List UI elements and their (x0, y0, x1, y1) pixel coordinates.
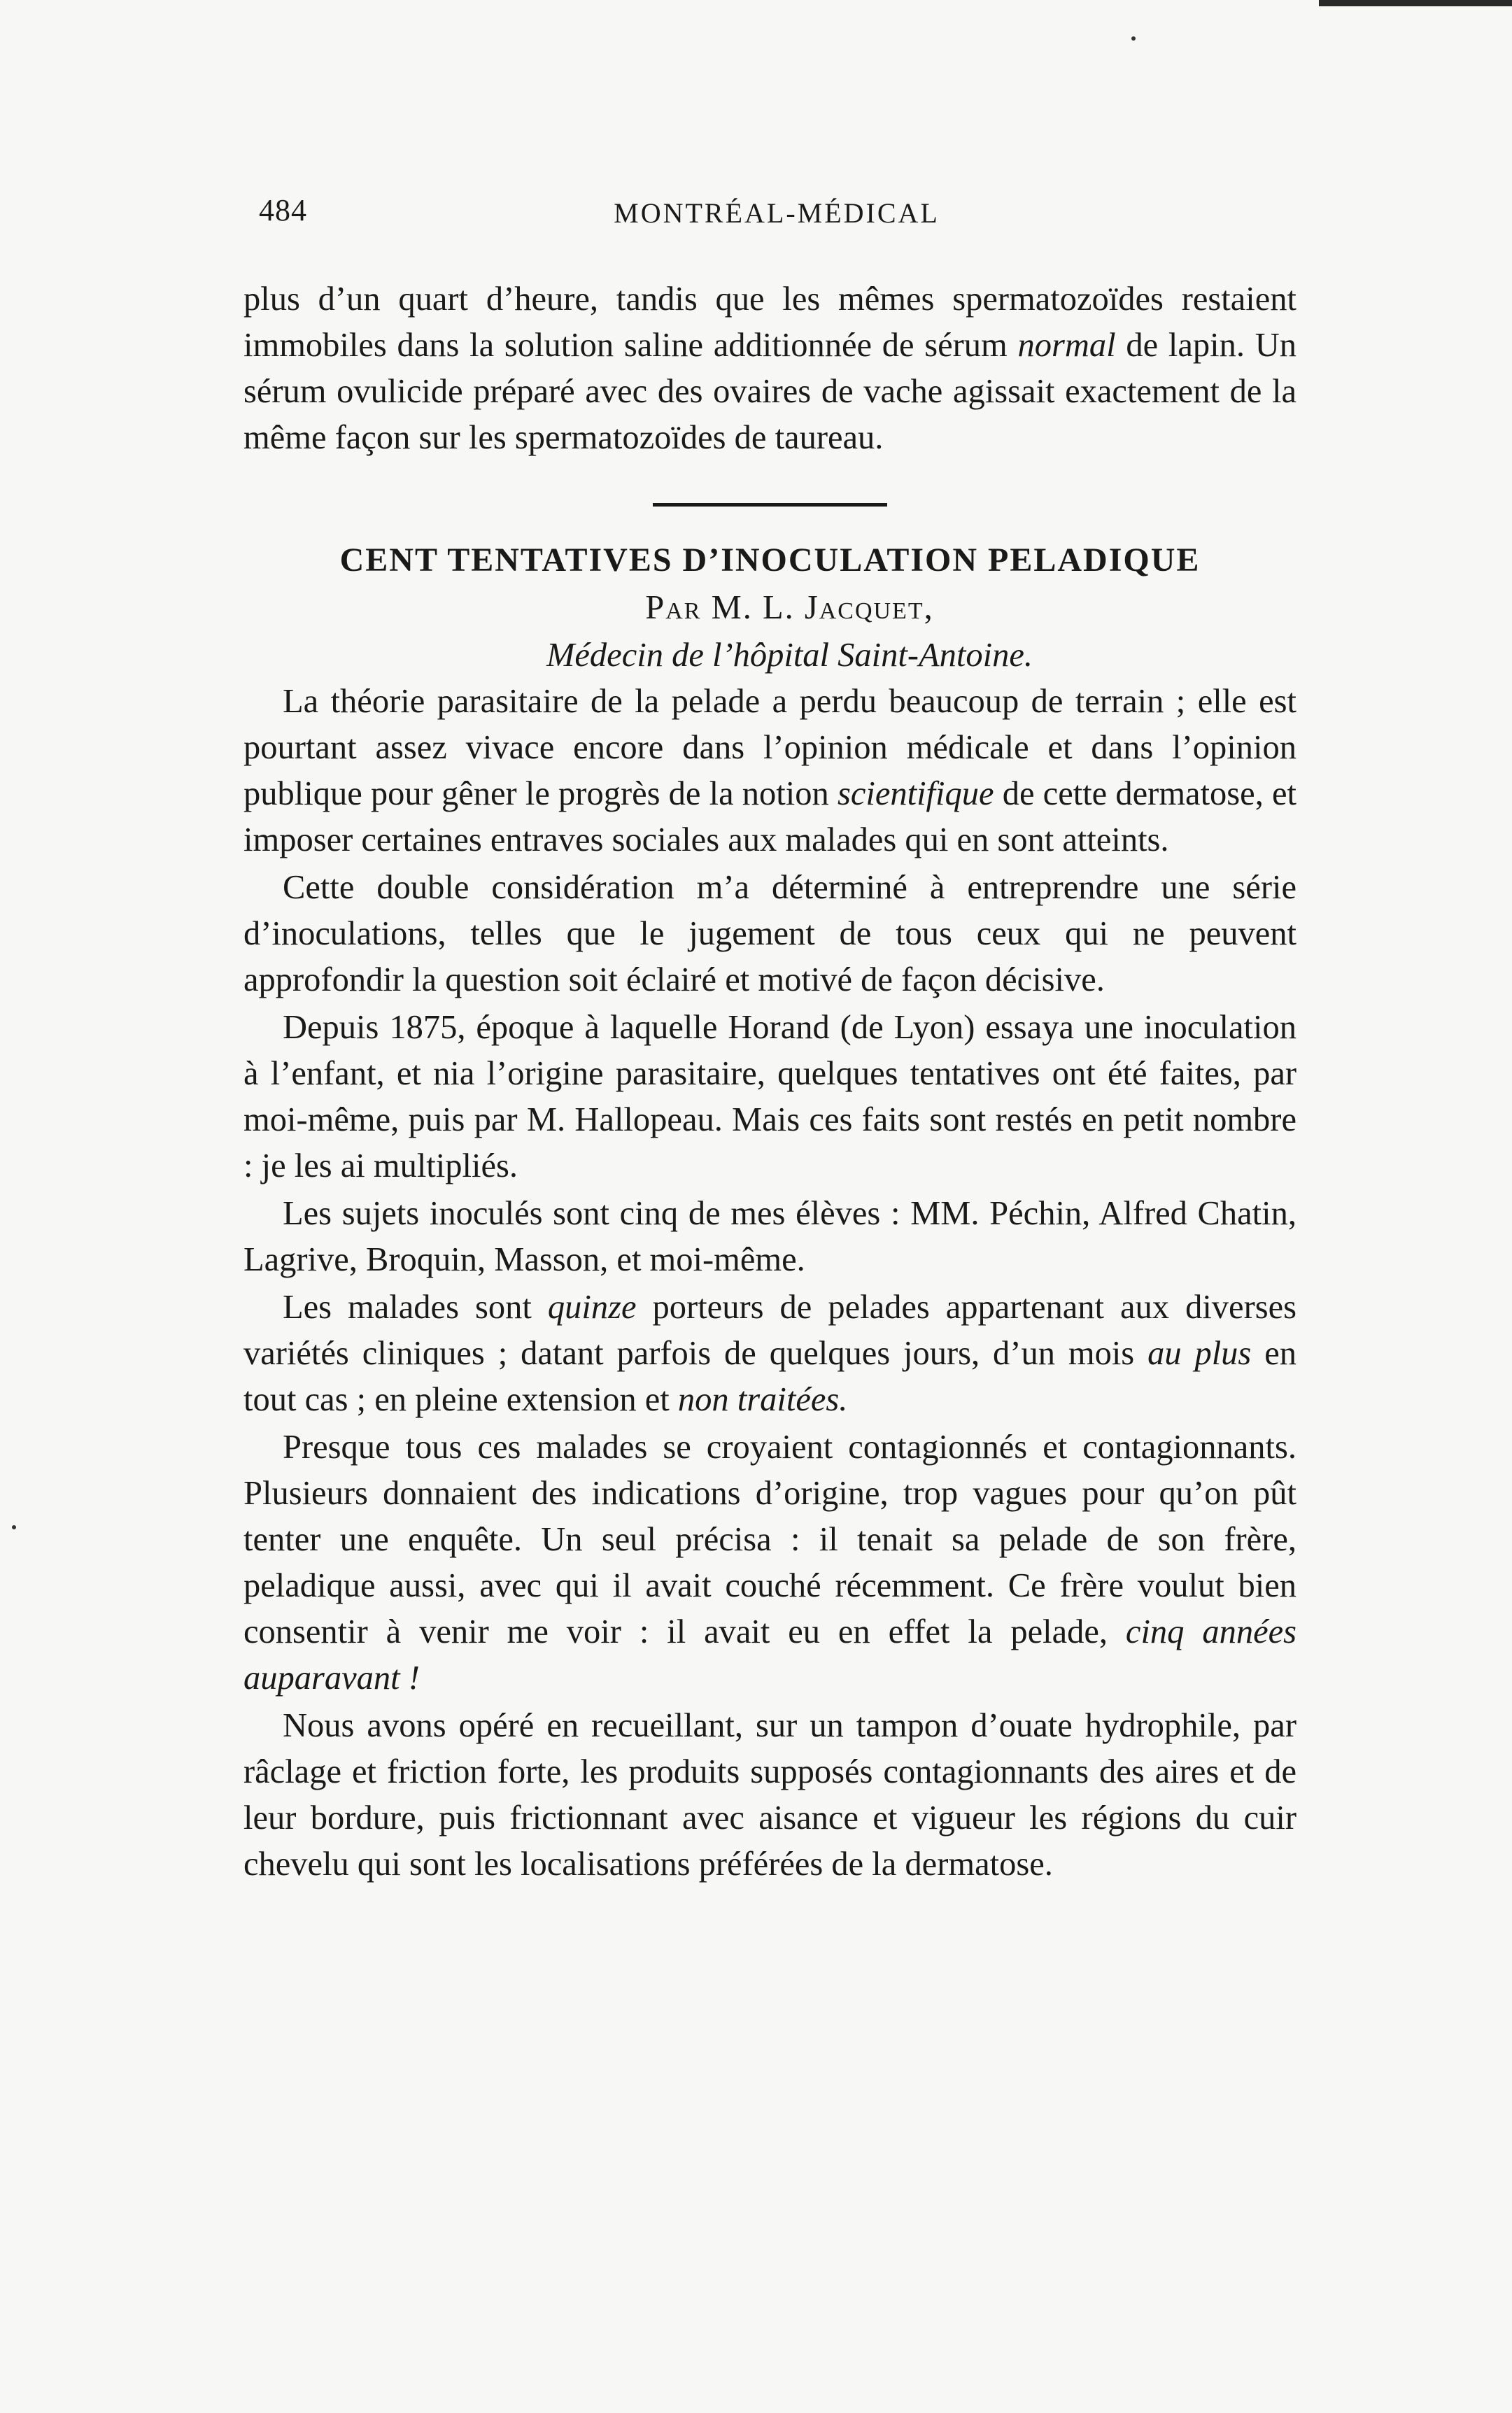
italic-text: non traitées. (677, 1381, 848, 1418)
body-paragraph (243, 679, 1296, 863)
article-affiliation: Médecin de l’hôpital Saint-Antoine. (546, 637, 1033, 674)
scan-speck (12, 1525, 16, 1529)
text-run: Les malades sont (283, 1289, 548, 1326)
text-run: Presque tous ces malades se croyaient contagionnés et contagionnants. Plusieurs donnaient des indications d’origine, trop vagues pour qu’on pût tenter une enquête. Un seul précisa : il tenait sa pelade de son frère, peladique aussi, avec qui il avait couché récemment. Ce frère voulut bien consentir à venir me voir : il avait eu en effet la pelade, (243, 1429, 1296, 1650)
page-body (243, 276, 1296, 1888)
italic-text: normal (1017, 327, 1116, 364)
body-paragraph (243, 1005, 1296, 1189)
italic-text: cinq années auparavant ! (243, 1613, 1297, 1697)
article-byline: Par M. L. Jacquet, (645, 589, 934, 626)
text-run: plus d’un quart d’heure, tandis que les mêmes spermatozoïdes restaient immobiles dans la solution saline additionnée de sérum (243, 281, 1296, 364)
scan-speck (1131, 36, 1136, 41)
text-run: La théorie parasitaire de la pelade a perdu beaucoup de terrain ; elle est pourtant assez vivace encore dans l’opinion médicale et dans l’opinion publique pour gêner le progrès de la notion (243, 683, 1296, 812)
italic-text: au plus (1147, 1335, 1252, 1372)
article-body (243, 679, 1296, 1888)
body-paragraph (243, 865, 1296, 1003)
text-run: en tout cas ; en pleine extension et (243, 1335, 1296, 1418)
body-paragraph (243, 1424, 1296, 1701)
running-head: MONTRÉAL-MÉDICAL (614, 197, 940, 229)
italic-text: scientifique (837, 775, 994, 812)
text-run: de lapin. Un sérum ovulicide préparé avec des ovaires de vache agissait exactement de la même façon sur les spermatozoïdes de taureau. (243, 327, 1296, 456)
text-run: de cette dermatose, et imposer certaines entraves sociales aux malades qui en sont atteints. (243, 775, 1296, 858)
text-run: Nous avons opéré en recueillant, sur un tampon d’ouate hydrophile, par râclage et friction forte, les produits supposés contagionnants des aires et de leur bordure, puis frictionnant avec aisance et vigueur les régions du cuir chevelu qui sont les localisations préférées de la dermatose. (243, 1707, 1296, 1883)
text-run: Cette double considération m’a déterminé à entreprendre une série d’inoculations, telles que le jugement de tous ceux qui ne peuvent approfondir la question soit éclairé et motivé de façon décisive. (243, 869, 1296, 998)
scan-edge-line (1319, 0, 1512, 6)
page-header (259, 192, 1294, 241)
text-run: Les sujets inoculés sont cinq de mes élèves : MM. Péchin, Alfred Chatin, Lagrive, Broquin, Masson, et moi-même. (243, 1195, 1296, 1278)
body-paragraph (243, 1285, 1296, 1423)
italic-text: quinze (547, 1289, 637, 1326)
body-paragraph (243, 1703, 1296, 1888)
page-number: 484 (259, 193, 307, 227)
intro-paragraph (243, 276, 1296, 461)
body-paragraph (243, 1191, 1296, 1283)
article-title: CENT TENTATIVES D’INOCULATION PELADIQUE (339, 542, 1201, 579)
section-divider (653, 503, 887, 507)
text-run: porteurs de pelades appartenant aux diverses variétés cliniques ; datant parfois de quelques jours, d’un mois (243, 1289, 1296, 1372)
text-run: Depuis 1875, époque à laquelle Horand (de Lyon) essaya une inoculation à l’enfant, et nia l’origine parasitaire, quelques tentatives ont été faites, par moi-même, puis par M. Hallopeau. Mais ces faits sont restés en petit nombre : je les ai multipliés. (243, 1009, 1296, 1184)
